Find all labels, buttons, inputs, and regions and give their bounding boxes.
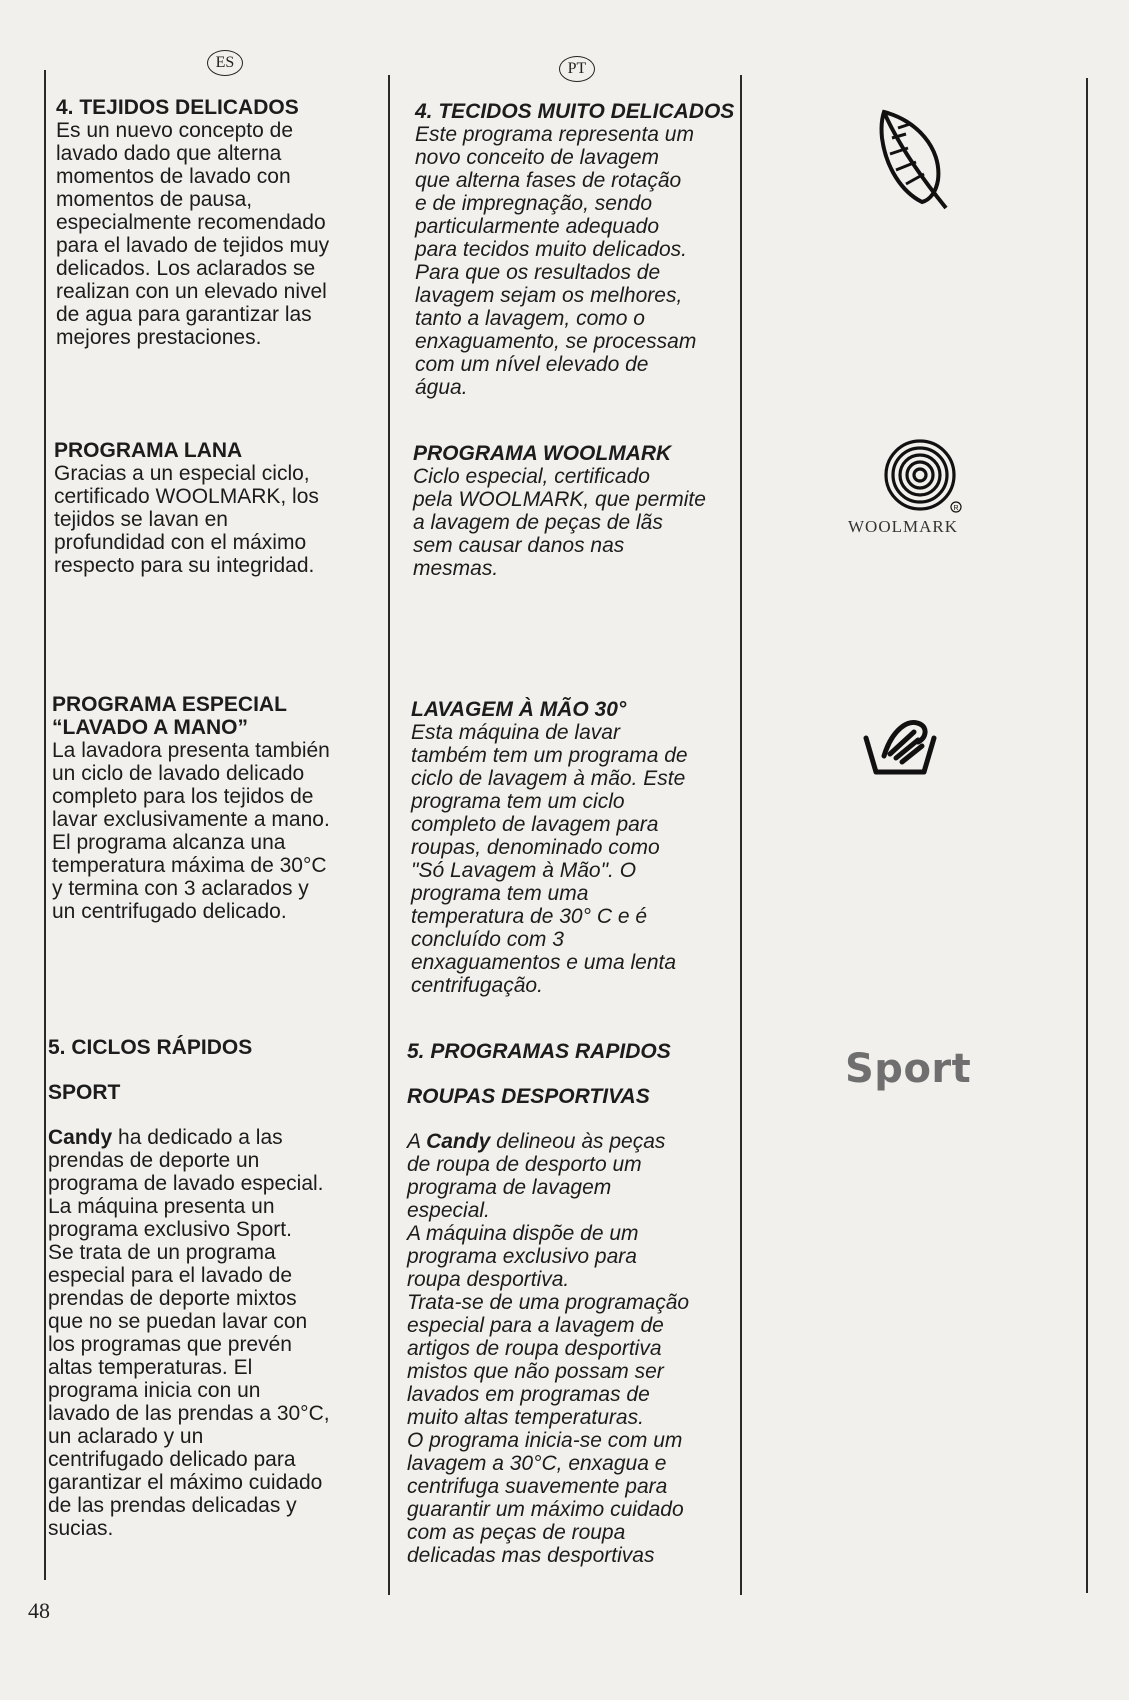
es-body-sport: prendas de deporte un programa de lavado especial. La máquina presenta un programa exclusivo Sport. Se trata de un programa especial para el lavado de prendas de deporte mixtos que no se puedan lavar con los programas que prevén altas temperaturas. El programa inicia con un lavado de las prendas a 30°C, un aclarado y un centrifugado delicado para garantizar el máximo cuidado de las prendas delicadas y sucias. bbox=[48, 1149, 330, 1540]
es-section-lana bbox=[54, 439, 319, 577]
pt-heading-rapidos: 5. PROGRAMAS RAPIDOS bbox=[407, 1040, 671, 1063]
pt-body-mao: Esta máquina de lavar também tem um programa de ciclo de lavagem à mão. Este programa tem um ciclo completo de lavagem para roupas, denominado como "Só Lavagem à Mão". O programa tem uma temperatura de 30° C e é concluído com 3 enxaguamentos e uma lenta centrifugação. bbox=[411, 721, 688, 997]
es-heading-mano-1: PROGRAMA ESPECIAL bbox=[52, 693, 287, 716]
column-rule-left bbox=[44, 70, 46, 1580]
pt-body-sport: de roupa de desporto um programa de lavagem especial. A máquina dispõe de um programa exclusivo para roupa desportiva. Trata-se de uma programação especial para a lavagem de artigos de roupa desportiva mistos que não possam ser lavados em programas de muito altas temperaturas. O programa inicia-se com um lavagem a 30°C, enxagua e centrifuga suavemente para guarantir um máximo cuidado com as peças de roupa delicadas mas desportivas bbox=[407, 1153, 690, 1567]
es-heading-delicados: 4. TEJIDOS DELICADOS bbox=[56, 96, 299, 119]
language-badge-es: ES bbox=[207, 50, 243, 76]
es-body-sport-first: ha dedicado a las bbox=[112, 1126, 283, 1149]
column-pt bbox=[407, 100, 747, 1580]
pt-body-prefix: A bbox=[407, 1130, 427, 1153]
es-brand-candy: Candy bbox=[48, 1126, 113, 1149]
es-section-rapidos bbox=[48, 1036, 330, 1540]
es-heading-rapidos: 5. CICLOS RÁPIDOS bbox=[48, 1036, 253, 1059]
pt-section-rapidos bbox=[407, 1040, 689, 1567]
pt-body-sport-first-line bbox=[407, 1130, 689, 1153]
es-body-sport-first-line bbox=[48, 1126, 330, 1149]
pt-section-mao bbox=[411, 698, 688, 997]
woolmark-label: WOOLMARK bbox=[848, 517, 958, 536]
woolmark-icon bbox=[880, 437, 964, 522]
es-subheading-sport: SPORT bbox=[48, 1081, 121, 1104]
svg-text:R: R bbox=[953, 505, 959, 512]
pt-subheading-desportivas: ROUPAS DESPORTIVAS bbox=[407, 1085, 650, 1108]
pt-body-woolmark: Ciclo especial, certificado pela WOOLMARK, que permite a lavagem de peças de lãs sem causar danos nas mesmas. bbox=[413, 465, 706, 580]
es-heading-mano-2: “LAVADO A MANO” bbox=[52, 716, 248, 739]
feather-icon bbox=[876, 108, 950, 215]
es-body-lana: Gracias a un especial ciclo, certificado WOOLMARK, los tejidos se lavan en profundidad con el máximo respecto para su integridad. bbox=[54, 462, 319, 577]
column-es bbox=[48, 96, 388, 1576]
pt-section-delicados bbox=[415, 100, 734, 399]
es-body-mano: La lavadora presenta también un ciclo de lavado delicado completo para los tejidos de lavar exclusivamente a mano. El programa alcanza una temperatura máxima de 30°C y termina con 3 aclarados y un centrifugado delicado. bbox=[52, 739, 330, 923]
es-heading-lana: PROGRAMA LANA bbox=[54, 439, 243, 462]
es-section-delicados bbox=[56, 96, 329, 349]
es-body-delicados: Es un nuevo concepto de lavado dado que alterna momentos de lavado con momentos de pausa, especialmente recomendado para el lavado de tejidos muy delicados. Los aclarados se realizan con un elevado nivel de agua para garantizar las mejores prestaciones. bbox=[56, 119, 330, 349]
es-section-mano bbox=[52, 693, 330, 923]
sport-label: Sport bbox=[845, 1046, 972, 1092]
pt-body-sport-first: delineou às peças bbox=[490, 1130, 666, 1153]
column-rule-far-right bbox=[1086, 78, 1088, 1593]
pt-heading-woolmark: PROGRAMA WOOLMARK bbox=[413, 442, 672, 465]
pt-heading-mao: LAVAGEM À MÃO 30° bbox=[411, 698, 627, 721]
column-rule-middle bbox=[388, 75, 390, 1595]
pt-body-delicados: Este programa representa um novo conceito de lavagem que alterna fases de rotação e de impregnação, sendo particularmente adequado para tecidos muito delicados. Para que os resultados de lavagem sejam os melhores, tanto a lavagem, como o enxaguamento, se processam com um nível elevado de água. bbox=[415, 123, 697, 399]
pt-heading-delicados: 4. TECIDOS MUITO DELICADOS bbox=[415, 100, 735, 123]
page-number: 48 bbox=[28, 1598, 50, 1623]
hand-wash-icon bbox=[862, 712, 938, 787]
pt-section-woolmark bbox=[413, 442, 706, 580]
language-badge-pt: PT bbox=[559, 56, 595, 82]
pt-brand-candy: Candy bbox=[426, 1130, 491, 1153]
